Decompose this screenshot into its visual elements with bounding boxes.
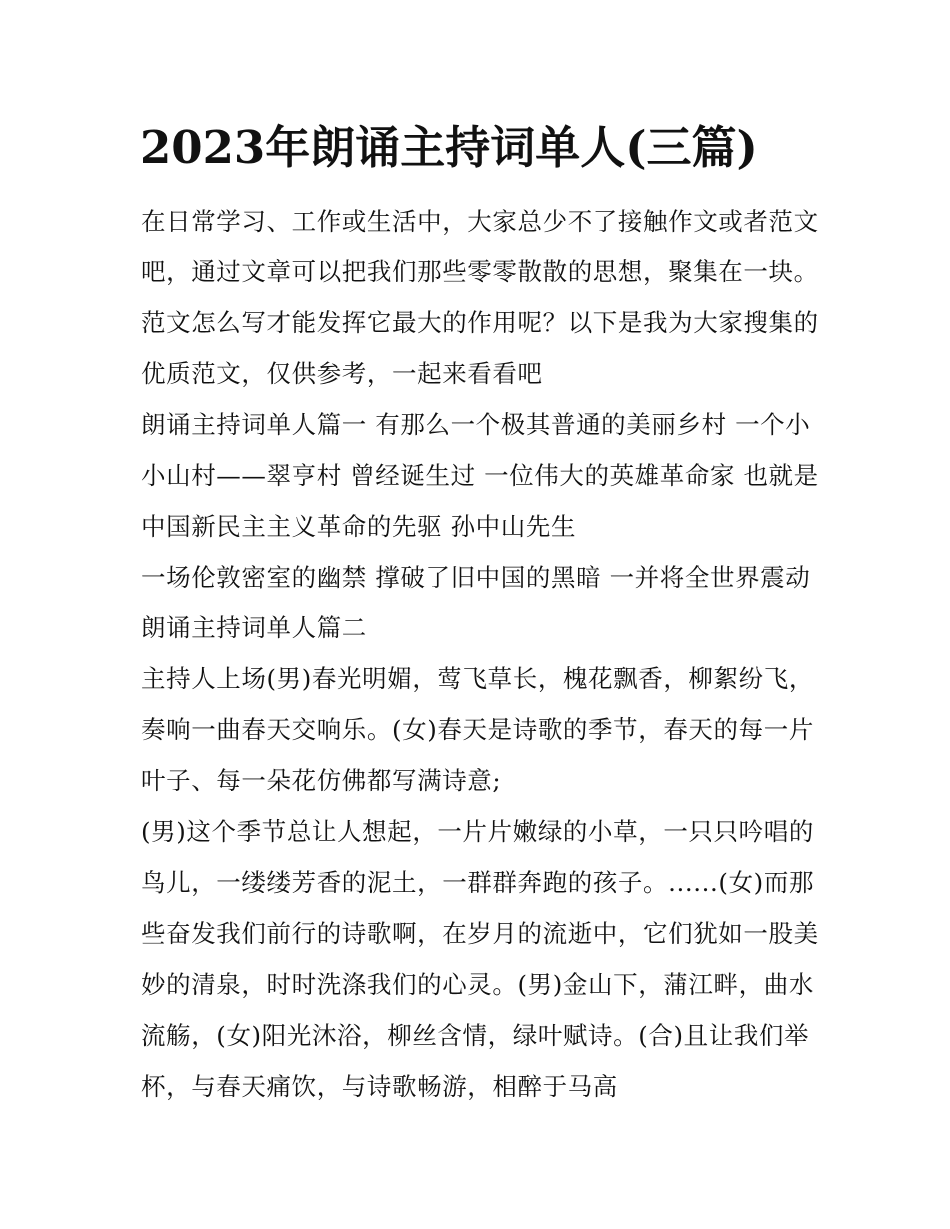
body-line: 一场伦敦密室的幽禁 撑破了旧中国的黑暗 一并将全世界震动 — [141, 563, 811, 592]
document-title: 2023年朗诵主持词单人(三篇) — [140, 121, 758, 174]
body-line: 鸟儿，一缕缕芳香的泥土，一群群奔跑的孩子。......(女)而那 — [141, 868, 815, 897]
body-line: 杯，与春天痛饮，与诗歌畅游，相醉于马高 — [141, 1072, 618, 1101]
body-line: 奏响一曲春天交响乐。(女)春天是诗歌的季节，春天的每一片 — [141, 715, 814, 744]
body-line: 在日常学习、工作或生活中，大家总少不了接触作文或者范文 — [141, 207, 819, 236]
body-line: 妙的清泉，时时洗涤我们的心灵。(男)金山下，蒲江畔，曲水 — [141, 970, 814, 999]
body-line: 范文怎么写才能发挥它最大的作用呢？以下是我为大家搜集的 — [141, 308, 819, 337]
body-line: 流觞，(女)阳光沐浴，柳丝含情，绿叶赋诗。(合)且让我们举 — [141, 1021, 810, 1050]
body-line: 朗诵主持词单人篇一 有那么一个极其普通的美丽乡村 一个小 — [141, 410, 811, 439]
body-line: 吧，通过文章可以把我们那些零零散散的思想，聚集在一块。 — [141, 257, 819, 286]
body-line: 叶子、每一朵花仿佛都写满诗意; — [141, 766, 502, 795]
body-line: 优质范文，仅供参考，一起来看看吧 — [141, 359, 543, 388]
body-line: 中国新民主主义革命的先驱 孙中山先生 — [141, 512, 577, 541]
body-line: (男)这个季节总让人想起，一片片嫩绿的小草，一只只吟唱的 — [141, 817, 814, 846]
section-heading: 朗诵主持词单人篇二 — [141, 613, 367, 642]
body-line: 主持人上场(男)春光明媚，莺飞草长，槐花飘香，柳絮纷飞， — [141, 664, 814, 693]
body-line: 小山村——翠亨村 曾经诞生过 一位伟大的英雄革命家 也就是 — [141, 461, 819, 490]
body-line: 些奋发我们前行的诗歌啊，在岁月的流逝中，它们犹如一股美 — [141, 919, 819, 948]
